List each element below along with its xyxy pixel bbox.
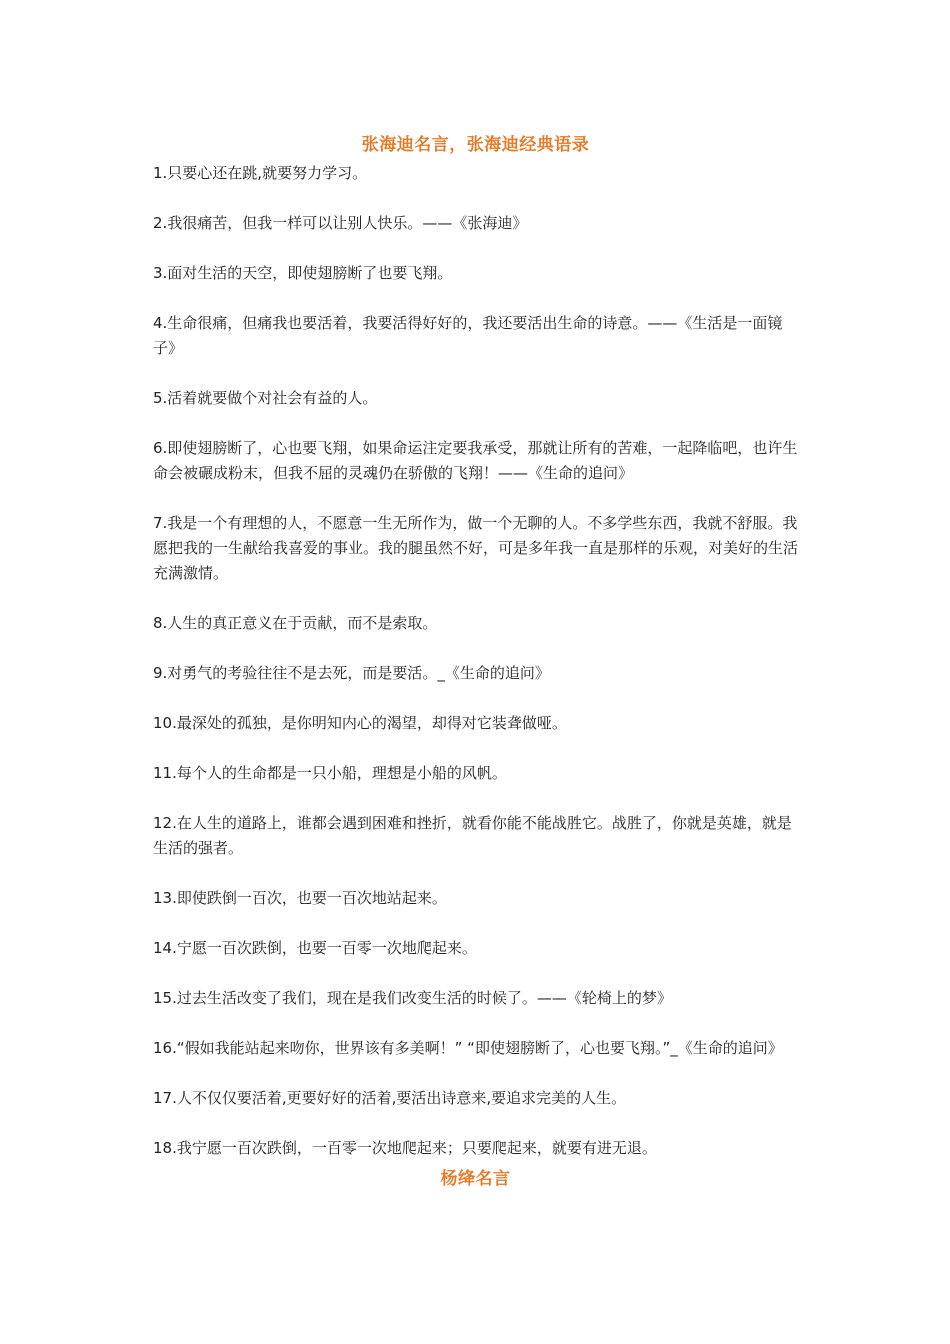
quote-list [153,161,798,1161]
page-title: 张海迪名言，张海迪经典语录 [361,135,590,155]
quote-item: 16.“假如我能站起来吻你，世界该有多美啊！” “即使翅膀断了，心也要飞翔。”_《生命的追问》 [153,1039,783,1057]
quote-item: 1.只要心还在跳,就要努力学习。 [153,164,368,182]
quote-item: 10.最深处的孤独，是你明知内心的渴望，却得对它装聋做哑。 [153,714,567,732]
quote-item: 2.我很痛苦，但我一样可以让别人快乐。——《张海迪》 [153,214,528,232]
quote-item: 12.在人生的道路上，谁都会遇到困难和挫折，就看你能不能战胜它。战胜了，你就是英雄，就是生活的强者。 [153,814,792,857]
quote-item: 4.生命很痛，但痛我也要活着，我要活得好好的，我还要活出生命的诗意。——《生活是一面镜子》 [153,314,783,357]
quote-item: 3.面对生活的天空，即使翅膀断了也要飞翔。 [153,264,453,282]
quote-item: 17.人不仅仅要活着,更要好好的活着,要活出诗意来,要追求完美的人生。 [153,1089,627,1107]
quote-item: 11.每个人的生命都是一只小船，理想是小船的风帆。 [153,764,507,782]
quote-item: 6.即使翅膀断了，心也要飞翔，如果命运注定要我承受，那就让所有的苦难，一起降临吧，也许生命会被碾成粉末，但我不屈的灵魂仍在骄傲的飞翔！——《生命的追问》 [153,439,798,482]
quote-item: 18.我宁愿一百次跌倒，一百零一次地爬起来；只要爬起来，就要有进无退。 [153,1139,657,1157]
document-page [153,133,798,1191]
quote-item: 9.对勇气的考验往往不是去死，而是要活。_《生命的追问》 [153,664,550,682]
quote-item: 8.人生的真正意义在于贡献，而不是索取。 [153,614,438,632]
next-section-title: 杨绛名言 [440,1169,511,1189]
quote-item: 7.我是一个有理想的人，不愿意一生无所作为，做一个无聊的人。不多学些东西，我就不舒服。我愿把我的一生献给我喜爱的事业。我的腿虽然不好，可是多年我一直是那样的乐观，对美好的生活充满激情。 [153,514,799,582]
quote-item: 14.宁愿一百次跌倒，也要一百零一次地爬起来。 [153,939,477,957]
quote-item: 5.活着就要做个对社会有益的人。 [153,389,378,407]
quote-item: 15.过去生活改变了我们，现在是我们改变生活的时候了。——《轮椅上的梦》 [153,989,672,1007]
quote-item: 13.即使跌倒一百次，也要一百次地站起来。 [153,889,447,907]
